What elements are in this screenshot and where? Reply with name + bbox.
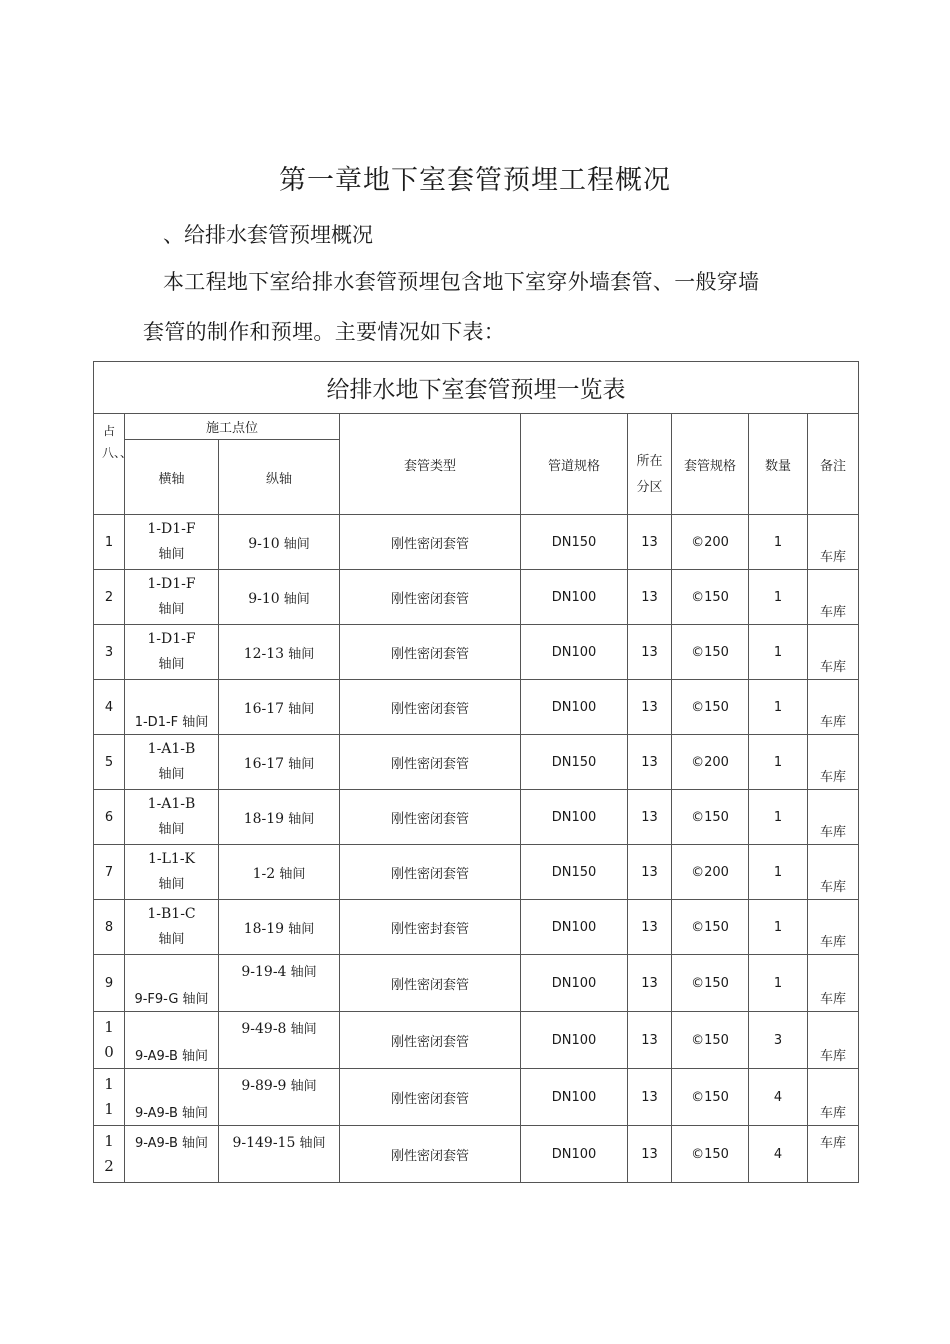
row-horizontal: 9-A9-B 轴间 [125,1069,219,1126]
header-note: 备注 [808,414,859,515]
row-sleeve-spec: ©200 [672,845,749,900]
row-note: 车库 [808,1069,859,1126]
row-note: 车库 [808,1126,859,1183]
row-sleeve-spec: ©150 [672,680,749,735]
row-type: 刚性密闭套管 [340,1069,521,1126]
row-vertical-axis: 9-10 [248,535,280,552]
row-horizontal: 9-A9-B 轴间 [125,1126,219,1183]
row-horizontal-axis: 1-D1-F [147,521,196,537]
row-type: 刚性密闭套管 [340,570,521,625]
row-vertical-axis: 9-10 [248,590,280,607]
row-index: 6 [94,790,125,845]
row-sleeve-spec: ©150 [672,1126,749,1183]
row-zone: 13 [628,570,672,625]
table-row [94,1069,859,1126]
row-index: 2 [94,570,125,625]
row-index [94,1012,125,1069]
row-type: 刚性密封套管 [340,900,521,955]
row-vertical-axis: 9-19-4 [241,964,287,980]
table-row [94,1012,859,1069]
row-vertical-suffix: 轴间 [299,1136,326,1151]
row-index: 5 [94,735,125,790]
header-location: 施工点位 [125,414,340,440]
row-index: 8 [94,900,125,955]
row-index: 1 [94,515,125,570]
row-sleeve-spec: ©150 [672,955,749,1012]
row-horizontal-suffix: 轴间 [158,547,185,562]
row-index: 9 [94,955,125,1012]
row-vertical [219,625,340,680]
table-row [94,735,859,790]
row-pipe-spec: DN100 [521,790,628,845]
row-vertical-axis: 12-13 [243,645,285,662]
row-note: 车库 [808,515,859,570]
row-horizontal: 1-D1-F 轴间 [125,680,219,735]
row-horizontal-axis: 1-B1-C [147,906,196,922]
row-sleeve-spec: ©200 [672,735,749,790]
row-qty: 4 [749,1069,808,1126]
table-row [94,625,859,680]
table-row [94,900,859,955]
row-horizontal-suffix: 轴间 [158,932,185,947]
row-sleeve-spec: ©200 [672,515,749,570]
row-type: 刚性密闭套管 [340,1126,521,1183]
row-sleeve-spec: ©150 [672,1069,749,1126]
row-qty: 1 [749,900,808,955]
row-vertical [219,680,340,735]
table-row [94,680,859,735]
row-horizontal-axis: 1-A1-B [147,741,196,757]
row-type: 刚性密闭套管 [340,845,521,900]
table-row [94,570,859,625]
row-vertical-axis: 1-2 [252,865,276,882]
row-sleeve-spec: ©150 [672,570,749,625]
row-vertical [219,790,340,845]
row-horizontal [125,570,219,625]
row-vertical-suffix: 轴间 [290,1079,317,1094]
row-zone: 13 [628,680,672,735]
row-vertical-axis: 16-17 [243,700,285,717]
row-qty: 1 [749,790,808,845]
row-type: 刚性密闭套管 [340,735,521,790]
row-vertical-suffix: 轴间 [290,965,317,980]
row-pipe-spec: DN150 [521,515,628,570]
row-horizontal-axis: 1-D1-F [147,631,196,647]
row-vertical [219,515,340,570]
row-vertical-axis: 9-149-15 [232,1135,296,1151]
row-vertical-suffix: 轴间 [288,701,315,717]
table-row [94,955,859,1012]
row-index-text: 12 [104,1132,114,1175]
row-zone: 13 [628,1012,672,1069]
row-zone: 13 [628,1069,672,1126]
row-zone: 13 [628,1126,672,1183]
row-sleeve-spec: ©150 [672,1012,749,1069]
table-row [94,845,859,900]
row-vertical [219,1012,340,1069]
header-zone [628,414,672,515]
row-zone: 13 [628,735,672,790]
row-vertical-suffix: 轴间 [288,921,315,937]
table-row [94,790,859,845]
row-pipe-spec: DN100 [521,1012,628,1069]
table-caption: 给排水地下室套管预埋一览表 [94,362,859,414]
row-vertical [219,735,340,790]
row-vertical [219,1126,340,1183]
row-qty: 1 [749,570,808,625]
row-pipe-spec: DN150 [521,735,628,790]
row-vertical [219,845,340,900]
header-qty: 数量 [749,414,808,515]
row-type: 刚性密闭套管 [340,955,521,1012]
row-zone: 13 [628,515,672,570]
row-qty: 3 [749,1012,808,1069]
row-vertical-axis: 16-17 [243,755,285,772]
row-horizontal [125,735,219,790]
row-note: 车库 [808,1012,859,1069]
row-horizontal [125,900,219,955]
header-index [94,414,133,515]
row-type: 刚性密闭套管 [340,680,521,735]
row-note: 车库 [808,790,859,845]
row-vertical-axis: 18-19 [243,810,285,827]
header-zone-text [636,449,662,501]
row-vertical [219,955,340,1012]
row-zone: 13 [628,955,672,1012]
row-horizontal-suffix: 轴间 [158,877,185,892]
row-index: 3 [94,625,125,680]
row-vertical-suffix: 轴间 [288,811,315,827]
row-horizontal: 9-A9-B 轴间 [125,1012,219,1069]
row-note: 车库 [808,735,859,790]
row-vertical-suffix: 轴间 [283,536,310,552]
row-note: 车库 [808,955,859,1012]
table-row [94,1126,859,1183]
row-sleeve-spec: ©150 [672,900,749,955]
row-qty: 1 [749,845,808,900]
row-pipe-spec: DN100 [521,570,628,625]
row-type: 刚性密闭套管 [340,625,521,680]
row-horizontal-suffix: 轴间 [158,657,185,672]
row-zone: 13 [628,845,672,900]
row-vertical [219,900,340,955]
header-vertical: 纵轴 [219,440,340,515]
header-zone-line2: 分区 [636,480,663,495]
row-qty: 1 [749,515,808,570]
row-index: 7 [94,845,125,900]
row-pipe-spec: DN100 [521,1069,628,1126]
row-zone: 13 [628,625,672,680]
row-pipe-spec: DN100 [521,680,628,735]
row-index [94,1069,125,1126]
section-heading: 、给排水套管预埋概况 [163,223,373,247]
row-sleeve-spec: ©150 [672,625,749,680]
row-horizontal-axis: 1-D1-F [147,576,196,592]
row-type: 刚性密闭套管 [340,790,521,845]
sleeve-table [93,361,859,1183]
paragraph-line-1: 本工程地下室给排水套管预埋包含地下室穿外墙套管、一般穿墙 [163,270,760,294]
row-sleeve-spec: ©150 [672,790,749,845]
row-pipe-spec: DN100 [521,900,628,955]
header-pipe-spec: 管道规格 [521,414,628,515]
header-sleeve-spec: 套管规格 [672,414,749,515]
row-vertical [219,1069,340,1126]
header-type: 套管类型 [340,414,521,515]
row-vertical-suffix: 轴间 [279,866,306,882]
row-note: 车库 [808,570,859,625]
row-note: 车库 [808,845,859,900]
row-index-text: 11 [104,1075,114,1118]
row-horizontal-axis: 1-A1-B [147,796,196,812]
row-horizontal [125,515,219,570]
row-qty: 1 [749,680,808,735]
header-index-text: 占八、、 [102,424,133,460]
header-horizontal: 横轴 [125,440,219,515]
row-note: 车库 [808,625,859,680]
row-index [94,1126,125,1183]
row-pipe-spec: DN150 [521,845,628,900]
row-horizontal-suffix: 轴间 [158,822,185,837]
row-pipe-spec: DN100 [521,625,628,680]
row-horizontal [125,845,219,900]
row-horizontal-axis: 1-L1-K [147,851,196,867]
row-vertical-suffix: 轴间 [288,756,315,772]
row-zone: 13 [628,790,672,845]
row-vertical-axis: 9-89-9 [241,1078,287,1094]
row-pipe-spec: DN100 [521,1126,628,1183]
row-vertical [219,570,340,625]
row-note: 车库 [808,900,859,955]
row-horizontal [125,790,219,845]
row-note: 车库 [808,680,859,735]
row-horizontal: 9-F9-G 轴间 [125,955,219,1012]
row-zone: 13 [628,900,672,955]
row-type: 刚性密闭套管 [340,515,521,570]
row-vertical-suffix: 轴间 [288,646,315,662]
page-title: 第一章地下室套管预埋工程概况 [279,165,671,196]
paragraph-line-2: 套管的制作和预埋。主要情况如下表： [143,320,506,344]
table-row [94,515,859,570]
row-vertical-suffix: 轴间 [283,591,310,607]
row-qty: 1 [749,735,808,790]
row-vertical-axis: 9-49-8 [241,1021,287,1037]
row-horizontal-suffix: 轴间 [158,602,185,617]
row-vertical-axis: 18-19 [243,920,285,937]
row-pipe-spec: DN100 [521,955,628,1012]
header-zone-line1: 所在 [636,454,663,469]
row-index: 4 [94,680,125,735]
row-qty: 1 [749,955,808,1012]
row-type: 刚性密闭套管 [340,1012,521,1069]
row-qty: 1 [749,625,808,680]
row-qty: 4 [749,1126,808,1183]
row-vertical-suffix: 轴间 [290,1022,317,1037]
row-horizontal-suffix: 轴间 [158,767,185,782]
row-index-text: 10 [104,1018,114,1061]
row-horizontal [125,625,219,680]
